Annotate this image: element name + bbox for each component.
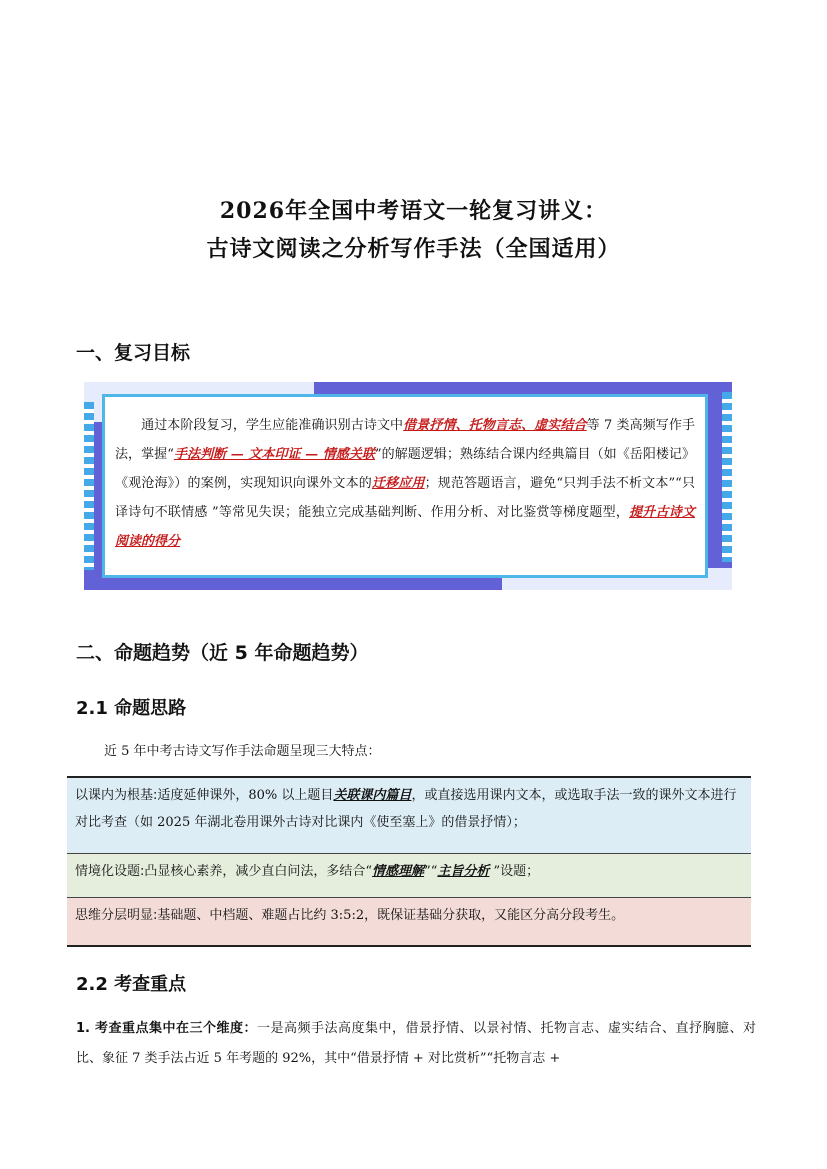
trend-intro: 近 5 年中考古诗文写作手法命题呈现三大特点： xyxy=(104,744,381,759)
objective-frame xyxy=(84,382,732,590)
objective-text: 通过本阶段复习，学生应能准确识别古诗文中借景抒情、托物言志、虚实结合等 7 类高频写作手法，掌握“手法判断 — 文本印证 — 情感关联”的解题逻辑；熟练结合课内经典篇目（如《岳阳楼记》《观沧海》）的案例，实现知识向课外文本的迁移应用；规范答题语言，避免“只判手法不析文本”“只译诗句不联情感 ”等常见失误；能独立完成基础判断、作用分析、对比鉴赏等梯度题型，提升古诗文阅读的得分 xyxy=(115,418,695,549)
doc-title-line1: 2026年全国中考语文一轮复习讲义： xyxy=(219,198,608,224)
highlight-transfer: 迁移应用 xyxy=(371,476,425,491)
highlight-techniques: 借景抒情、托物言志、虚实结合 xyxy=(403,418,587,433)
focus-point-1: 1. 考查重点集中在三个维度：一是高频手法高度集中，借景抒情、以景衬情、托物言志、虚实结合、直抒胸臆、对比、象征 7 类手法占近 5 年考题的 92%，其中“借景抒情 + 对比赏析”“托物言志 + xyxy=(76,1021,756,1066)
subsection-2-2: 2.2 考查重点 xyxy=(76,974,187,995)
highlight-logic: 手法判断 — 文本印证 — 情感关联 xyxy=(173,447,375,462)
section1-heading: 一、复习目标 xyxy=(76,342,191,364)
trend-row-3: 思维分层明显:基础题、中档题、难题占比约 3:5:2，既保证基础分获取，又能区分高分段考生。 xyxy=(67,897,751,947)
subsection-2-1: 2.1 命题思路 xyxy=(76,698,187,719)
highlight-score: 提升古诗文阅读的得分 xyxy=(115,505,695,549)
trend-row-1: 以课内为根基:适度延伸课外，80% 以上题目关联课内篇目，或直接选用课内文本，或选取手法一致的课外文本进行对比考查（如 2025 年湖北卷用课外古诗对比课内《使至塞上》的借景抒情）； xyxy=(67,776,751,853)
doc-title-line2: 古诗文阅读之分析写作手法（全国适用） xyxy=(206,236,621,262)
trend-row-2: 情境化设题:凸显核心素养，减少直白问法，多结合“情感理解”“主旨分析 ”设题； xyxy=(67,853,751,897)
section2-heading: 二、命题趋势（近 5 年命题趋势） xyxy=(76,642,369,664)
objective-box xyxy=(102,394,708,578)
